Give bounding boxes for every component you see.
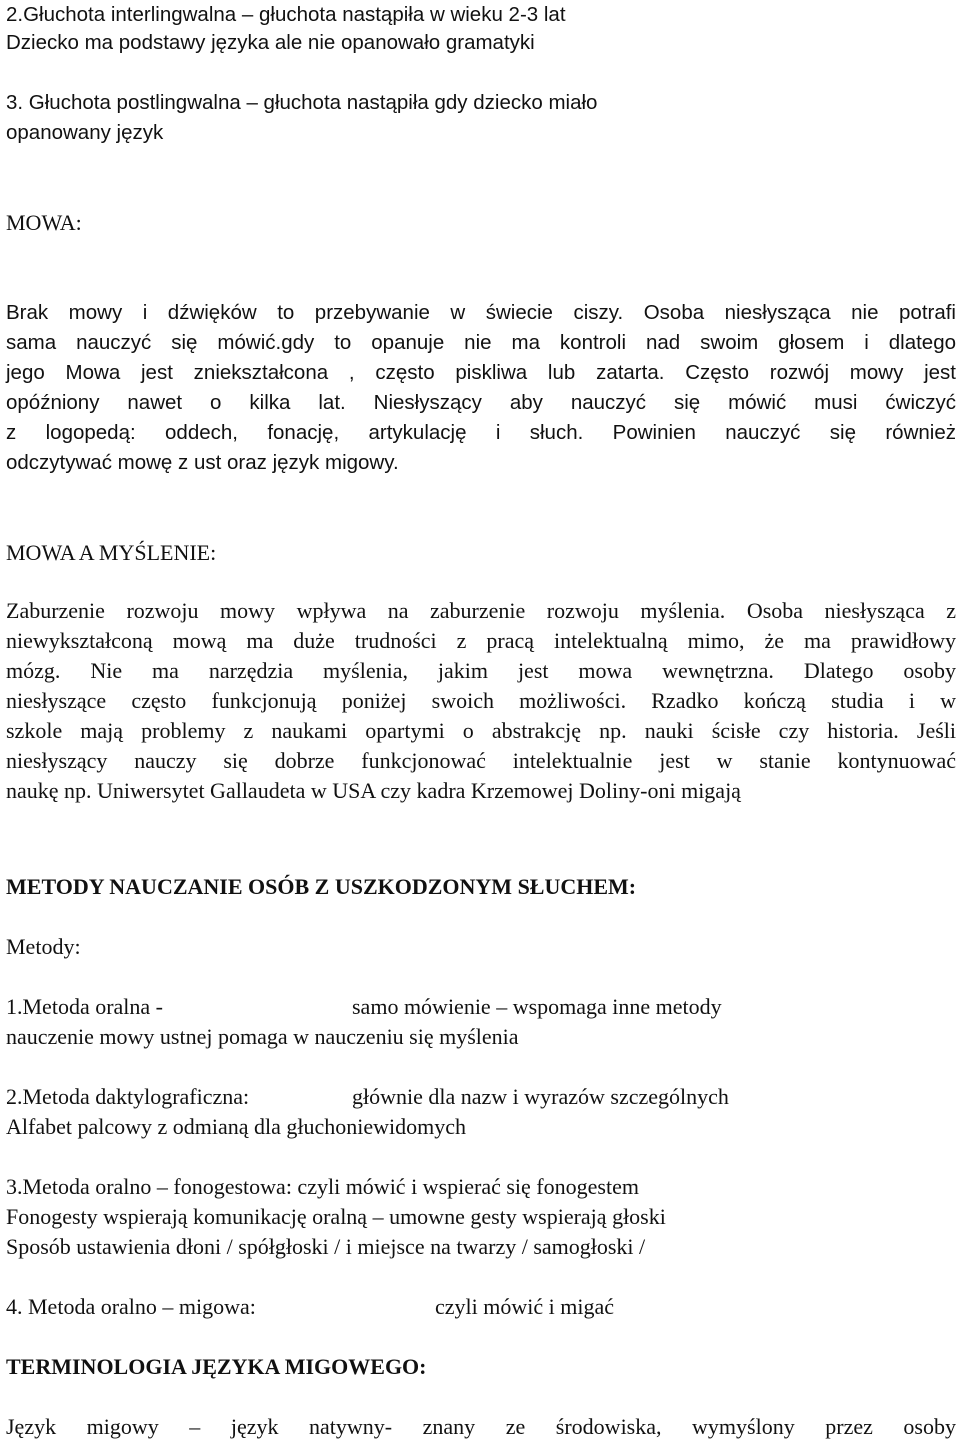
- mowa-line-3: jego Mowa jest zniekształcona , często piskliwa lub zatarta. Często rozwój mowy jest: [6, 361, 956, 384]
- mowa-line-6: odczytywać mowę z ust oraz język migowy.: [6, 451, 399, 474]
- method-4-name: 4. Metoda oralno – migowa:: [6, 1294, 256, 1319]
- myslenie-line-3: mózg. Nie ma narzędzia myślenia, jakim jest mowa wewnętrzna. Dlatego osoby: [6, 658, 956, 683]
- metody-subheading: Metody:: [6, 934, 81, 959]
- method-1-desc: samo mówienie – wspomaga inne metody: [352, 994, 722, 1019]
- myslenie-line-4: niesłyszące często funkcjonują poniżej swoich możliwości. Rzadko kończą studia i w: [6, 688, 956, 713]
- mowa-line-5: z logopedą: oddech, fonację, artykulację i słuch. Powinien nauczyć się również: [6, 421, 956, 444]
- mowa-line-2: sama nauczyć się mówić.gdy to opanuje nie ma kontroli nad swoim głosem i dlatego: [6, 331, 956, 354]
- myslenie-line-6: niesłyszący nauczy się dobrze funkcjonować intelektualnie jest w stanie kontynuować: [6, 748, 956, 773]
- method-2-name: 2.Metoda daktylograficzna:: [6, 1084, 250, 1109]
- mowa-line-1: Brak mowy i dźwięków to przebywanie w świecie ciszy. Osoba niesłysząca nie potrafi: [6, 301, 956, 324]
- method-3-line-3: Sposób ustawienia dłoni / spółgłoski / i miejsce na twarzy / samogłoski /: [6, 1234, 646, 1259]
- method-1-name: 1.Metoda oralna -: [6, 994, 163, 1019]
- myslenie-line-1: Zaburzenie rozwoju mowy wpływa na zaburzenie rozwoju myślenia. Osoba niesłysząca z: [6, 598, 956, 623]
- method-1-note: nauczenie mowy ustnej pomaga w nauczeniu się myślenia: [6, 1024, 519, 1049]
- myslenie-line-5: szkole mają problemy z naukami opartymi o abstrakcję np. nauki ścisłe czy historia. Jeśli: [6, 718, 956, 743]
- heading-metody: METODY NAUCZANIE OSÓB Z USZKODZONYM SŁUCHEM:: [6, 874, 637, 899]
- method-2-desc: głównie dla nazw i wyrazów szczególnych: [352, 1084, 729, 1109]
- item2-desc: Dziecko ma podstawy języka ale nie opanowało gramatyki: [6, 31, 535, 54]
- mowa-line-4: opóźniony nawet o kilka lat. Niesłyszący aby nauczyć się mówić musi ćwiczyć: [6, 391, 956, 414]
- method-4-desc: czyli mówić i migać: [435, 1294, 614, 1319]
- heading-mowa: MOWA:: [6, 210, 82, 235]
- myslenie-line-2: niewykształconą mową ma duże trudności z pracą intelektualną mimo, że ma prawidłowy: [6, 628, 956, 653]
- method-3-line-1: 3.Metoda oralno – fonogestowa: czyli mówić i wspierać się fonogestem: [6, 1174, 639, 1199]
- item3-line1: 3. Głuchota postlingwalna – głuchota nastąpiła gdy dziecko miało: [6, 91, 598, 114]
- myslenie-line-7: naukę np. Uniwersytet Gallaudeta w USA czy kadra Krzemowej Doliny-oni migają: [6, 778, 741, 803]
- item2-title: 2.Głuchota interlingwalna – głuchota nastąpiła w wieku 2-3 lat: [6, 3, 566, 26]
- method-3-line-2: Fonogesty wspierają komunikację oralną – umowne gesty wspierają głoski: [6, 1204, 666, 1229]
- heading-mowa-myslenie: MOWA A MYŚLENIE:: [6, 540, 217, 565]
- item3-line2: opanowany język: [6, 121, 164, 144]
- method-2-note: Alfabet palcowy z odmianą dla głuchoniewidomych: [6, 1114, 467, 1139]
- heading-terminologia: TERMINOLOGIA JĘZYKA MIGOWEGO:: [6, 1354, 427, 1379]
- terminologia-line-1: Język migowy – język natywny- znany ze środowiska, wymyślony przez osoby: [6, 1414, 956, 1439]
